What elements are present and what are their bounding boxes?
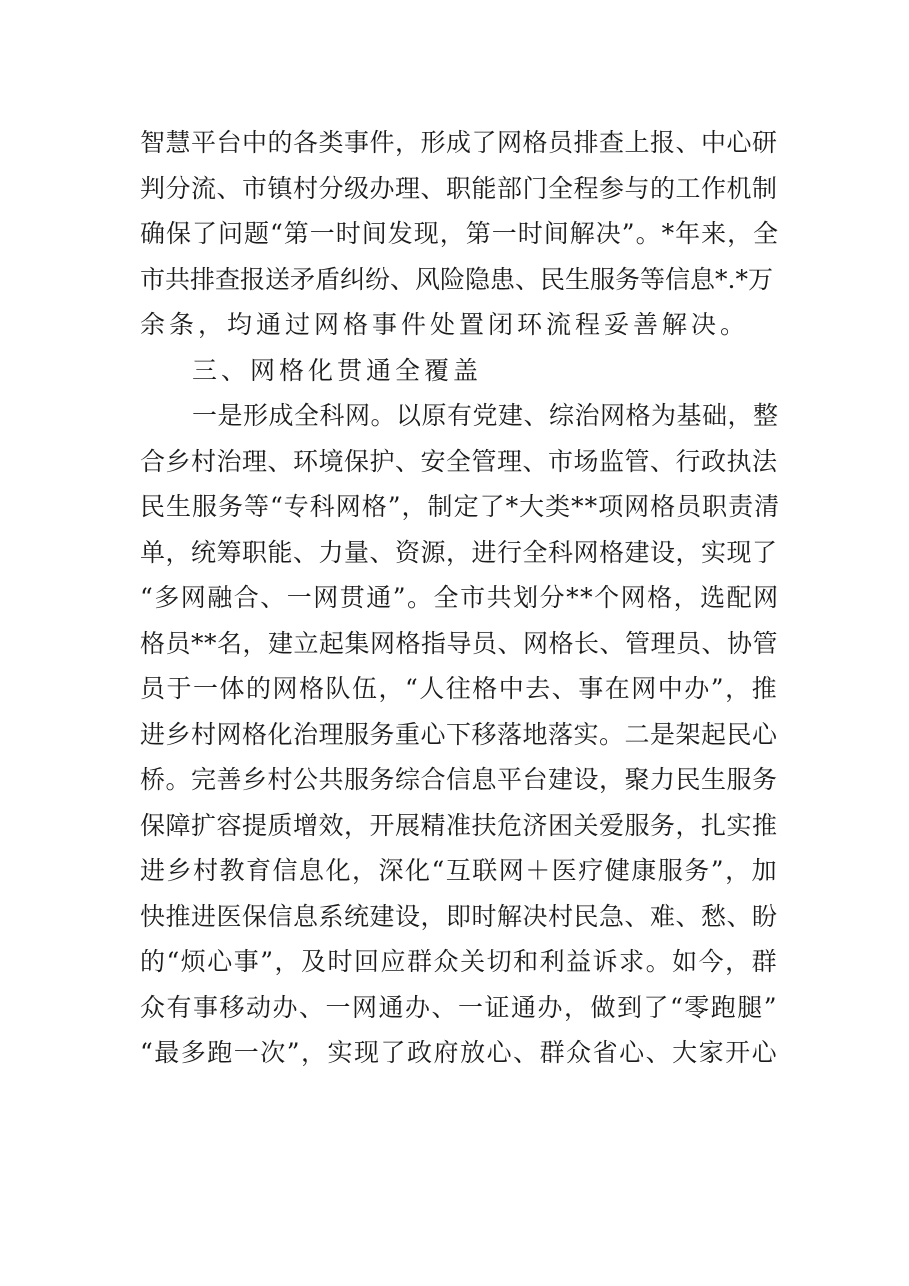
text-line: 格员**名，建立起集网格指导员、网格长、管理员、协管 <box>140 628 779 658</box>
text-line: 民生服务等“专科网格”，制定了*大类**项网格员职责清 <box>140 492 780 521</box>
text-line: 众有事移动办、一网通办、一证通办，做到了“零跑腿” <box>140 992 779 1022</box>
text-line: 的“烦心事”，及时回应群众关切和利益诉求。如今，群 <box>140 947 779 976</box>
section-heading: 三、网格化贯通全覆盖 <box>192 355 483 385</box>
body-text <box>140 120 780 1076</box>
text-line: 桥。完善乡村公共服务综合信息平台建设，聚力民生服务 <box>140 765 778 794</box>
text-line: 保障扩容提质增效，开展精准扶危济困关爱服务，扎实推 <box>140 810 778 840</box>
text-line: 判分流、市镇村分级办理、职能部门全程参与的工作机制 <box>140 173 778 203</box>
text-line: 确保了问题“第一时间发现，第一时间解决”。*年来，全 <box>140 219 780 248</box>
text-line: 一是形成全科网。以原有党建、综治网格为基础，整 <box>192 401 779 430</box>
text-line: 单，统筹职能、力量、资源，进行全科网格建设，实现了 <box>140 537 778 567</box>
text-line: 员于一体的网格队伍，“人往格中去、事在网中办”，推 <box>140 674 779 703</box>
text-line: 市共排查报送矛盾纠纷、风险隐患、民生服务等信息*.*万 <box>140 264 773 294</box>
text-line: 进乡村教育信息化，深化“互联网＋医疗健康服务”，加 <box>140 856 779 885</box>
text-line: “最多跑一次”，实现了政府放心、群众省心、大家开心 <box>140 1038 779 1067</box>
text-line: 余条，均通过网格事件处置闭环流程妥善解决。 <box>140 310 750 339</box>
text-line: 智慧平台中的各类事件，形成了网格员排查上报、中心研 <box>140 128 778 157</box>
text-line: 快推进医保信息系统建设，即时解决村民急、难、愁、盼 <box>140 901 778 931</box>
text-line: “多网融合、一网贯通”。全市共划分**个网格，选配网 <box>140 583 780 612</box>
text-line: 进乡村网格化治理服务重心下移落地落实。二是架起民心 <box>140 719 778 749</box>
text-line: 合乡村治理、环境保护、安全管理、市场监管、行政执法 <box>140 446 778 476</box>
